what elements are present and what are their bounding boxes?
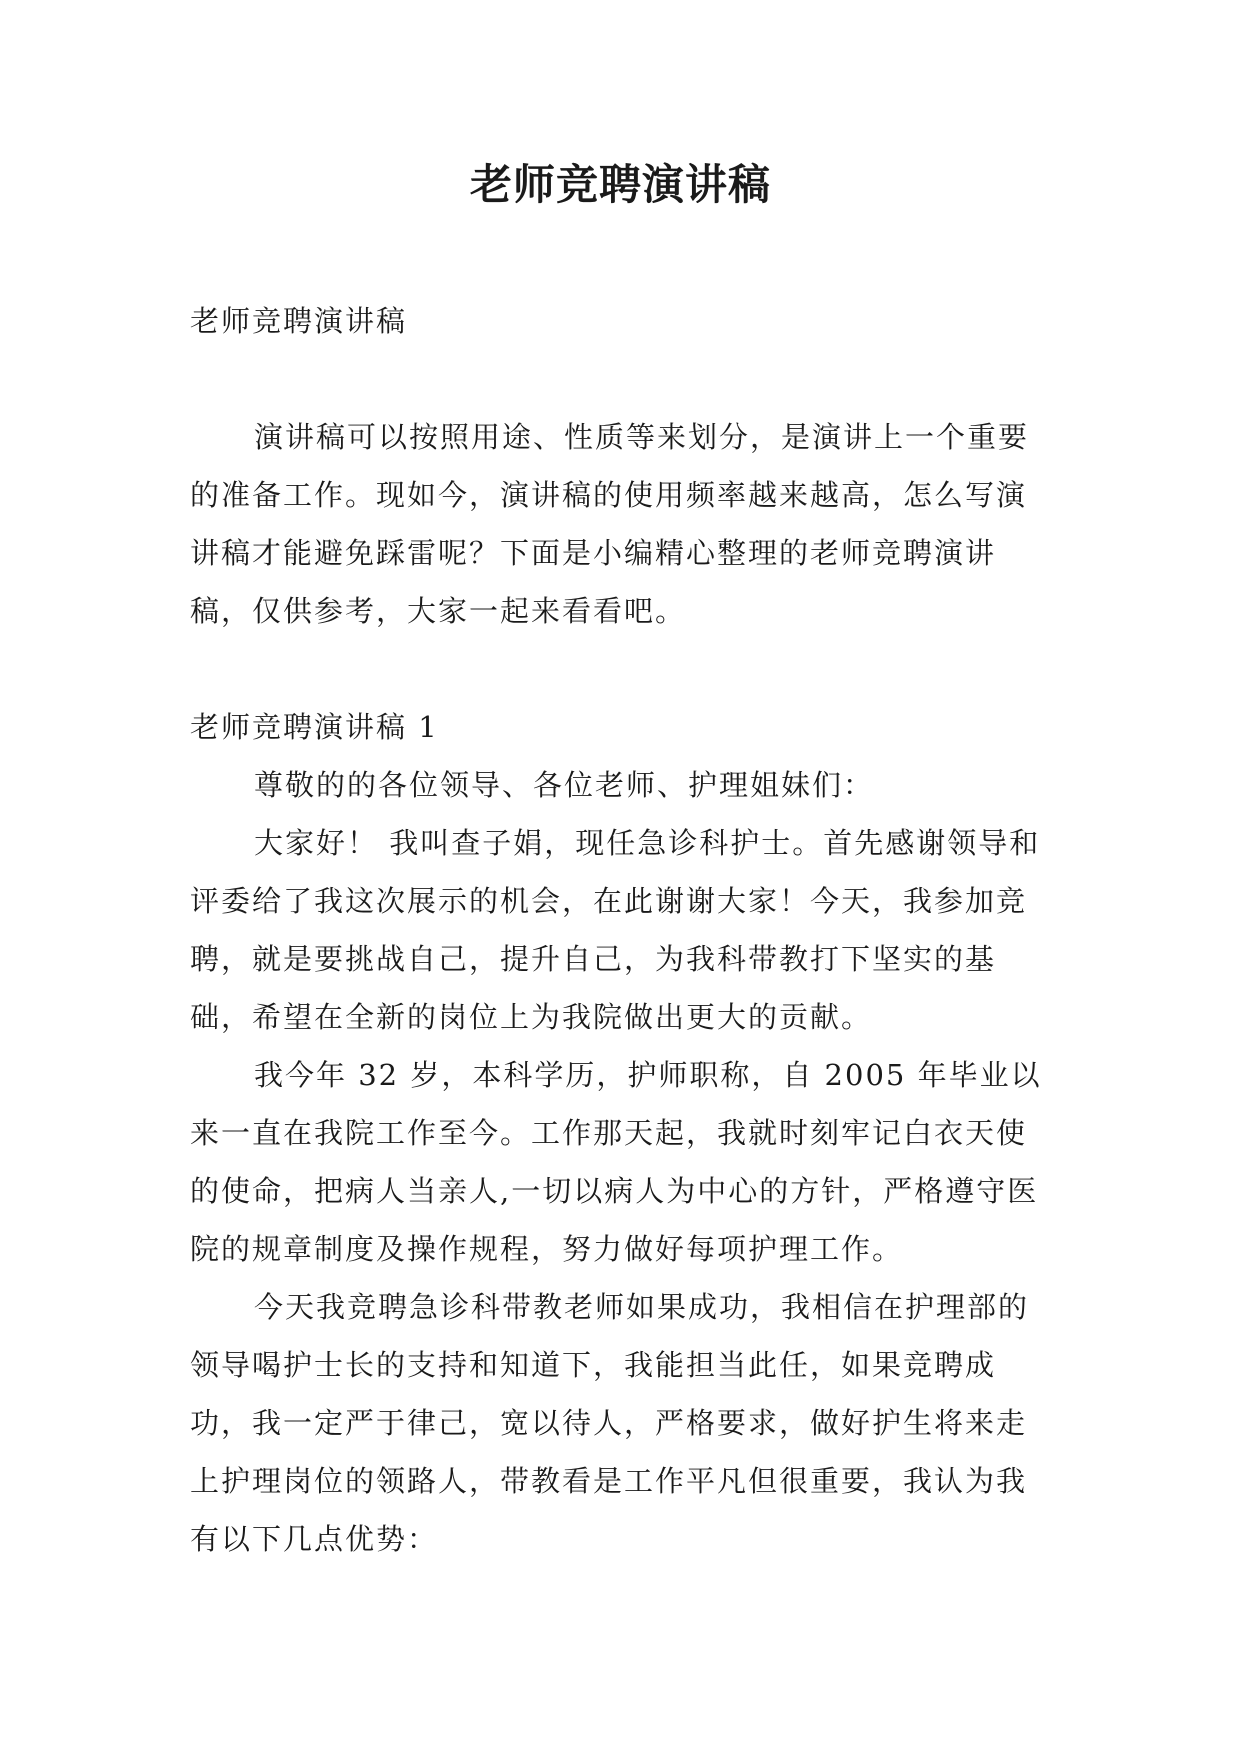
intro-paragraph: 演讲稿可以按照用途、性质等来划分，是演讲上一个重要的准备工作。现如今，演讲稿的使用频率越来越高，怎么写演讲稿才能避免踩雷呢？下面是小编精心整理的老师竞聘演讲稿，仅供参考，大家一起来看看吧。 xyxy=(190,420,1030,628)
body-paragraph: 大家好！ 我叫查子娟，现任急诊科护士。首先感谢领导和评委给了我这次展示的机会，在此谢谢大家！今天，我参加竞聘，就是要挑战自己，提升自己，为我科带教打下坚实的基础，希望在全新的岗位上为我院做出更大的贡献。 xyxy=(190,826,1041,1034)
section-heading: 老师竞聘演讲稿 1 xyxy=(190,710,439,744)
document-subtitle: 老师竞聘演讲稿 xyxy=(190,304,408,338)
body-paragraph: 今天我竞聘急诊科带教老师如果成功，我相信在护理部的领导喝护士长的支持和知道下，我能担当此任，如果竞聘成功，我一定严于律己，宽以待人，严格要求，做好护生将来走上护理岗位的领路人，带教看是工作平凡但很重要，我认为我有以下几点优势： xyxy=(190,1290,1030,1556)
document-body xyxy=(190,292,1055,1568)
document-title: 老师竞聘演讲稿 xyxy=(469,160,771,209)
body-paragraph: 我今年 32 岁，本科学历，护师职称，自 2005 年毕业以来一直在我院工作至今。工作那天起，我就时刻牢记白衣天使的使命，把病人当亲人,一切以病人为中心的方针，严格遵守医院的规章制度及操作规程，努力做好每项护理工作。 xyxy=(190,1058,1042,1266)
body-paragraph: 尊敬的的各位领导、各位老师、护理姐妹们： xyxy=(254,768,875,802)
